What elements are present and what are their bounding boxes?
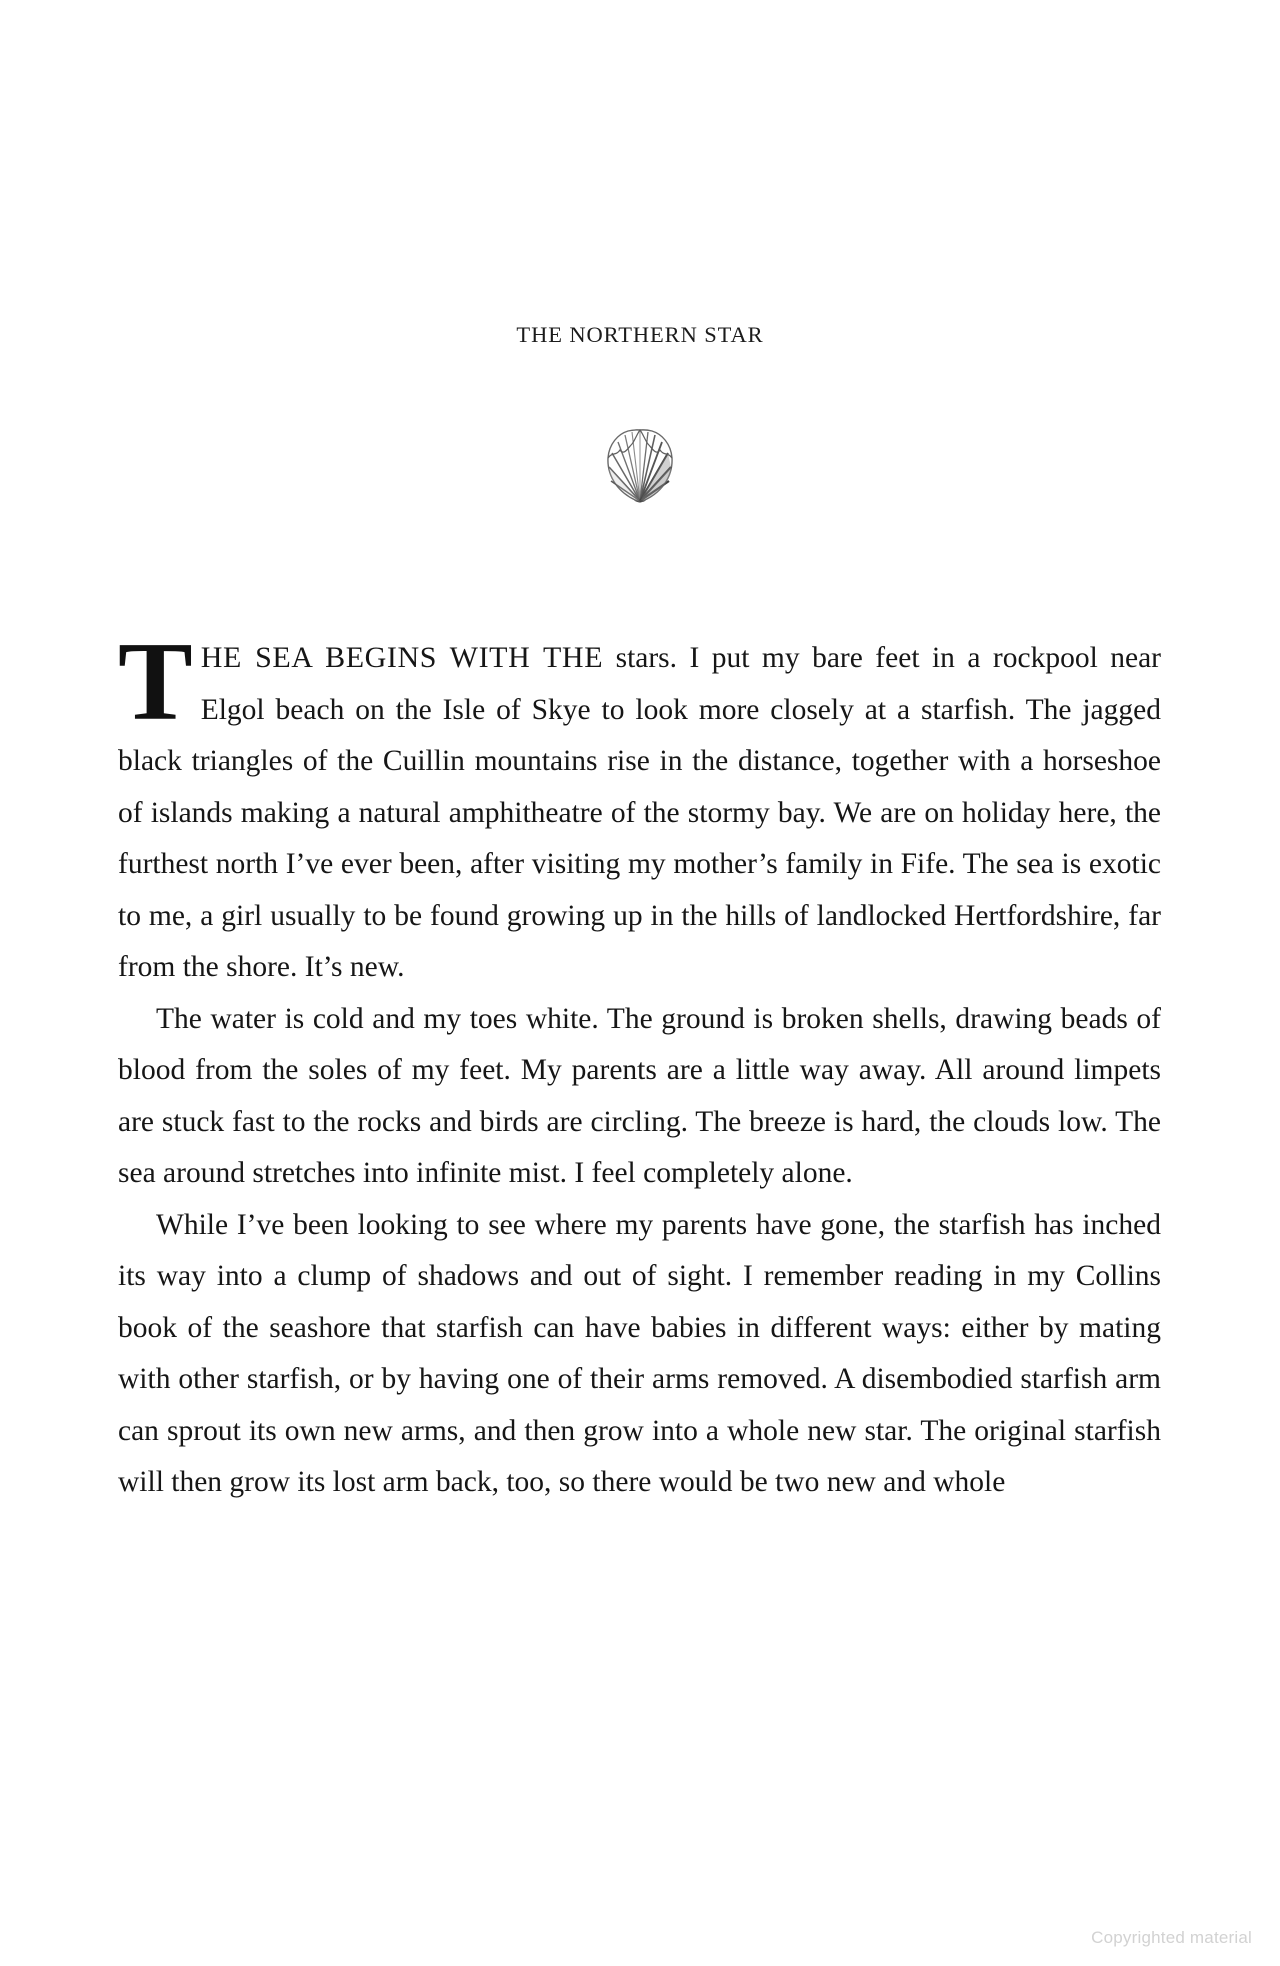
scallop-shell-ornament [0,428,1280,504]
paragraph-1 [118,620,1162,994]
paragraph-2: The water is cold and my toes white. The ground is broken shells, drawing beads of blood from the soles of my feet. My parents are a little way away. All around limpets are stuck fast to the rocks and birds are circling. The breeze is hard, the clouds low. The sea around stretches into infinite mist. I feel completely alone. [118,1002,1161,1189]
drop-cap: T [118,620,193,744]
body-text [118,620,1162,1509]
running-head: THE NORTHERN STAR [516,322,764,347]
opening-small-caps: HE SEA BEGINS WITH THE [200,641,604,674]
paragraph-3: While I’ve been looking to see where my parents have gone, the starfish has inched its way into a clump of shadows and out of sight. I remember reading in my Collins book of the seashore that starfish can have babies in different ways: either by mating with other starfish, or by having one of their arms removed. A disembodied starfish arm can sprout its own new arms, and then grow into a whole new star. The original starfish will then grow its lost arm back, too, so there would be two new and whole [118,1208,1161,1498]
copyright-watermark: Copyrighted material [1091,1928,1252,1947]
paragraph-1-text: stars. I put my bare feet in a rockpool near Elgol beach on the Isle of Skye to look more closely at a starfish. The jagged black triangles of the Cuillin mountains rise in the distance, together with a horseshoe of islands making a natural amphitheatre of the stormy bay. We are on holiday here, the furthest north I’ve ever been, after visiting my mother’s family in Fife. The sea is exotic to me, a girl usually to be found growing up in the hills of landlocked Hertfordshire, far from the shore. It’s new. [118,642,1162,983]
